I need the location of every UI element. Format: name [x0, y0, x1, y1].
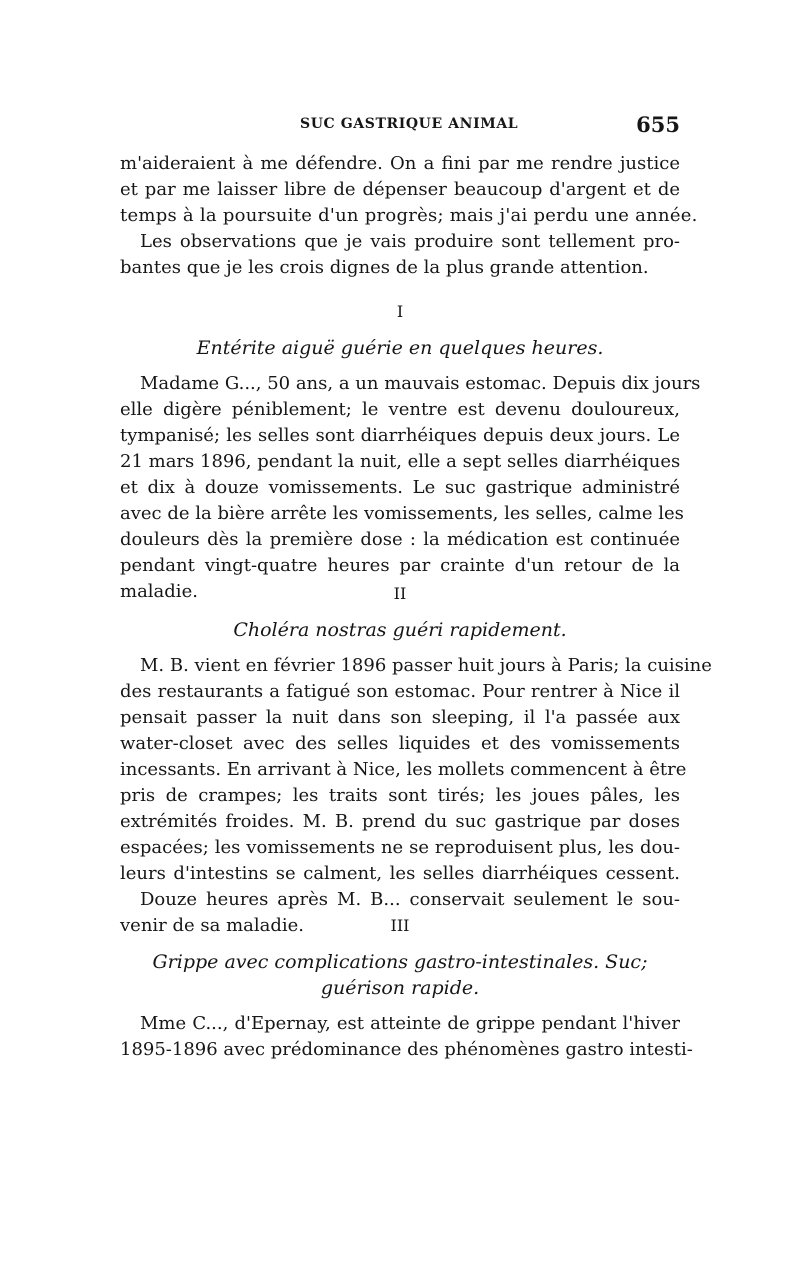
body-line: pris de crampes; les traits sont tirés; les joues pâles, les — [120, 785, 680, 806]
body-line: des restaurants a fatigué son estomac. Pour rentrer à Nice il — [120, 681, 680, 702]
section-title: Choléra nostras guéri rapidement. — [233, 619, 567, 641]
body-line: bantes que je les crois dignes de la plus grande attention. — [120, 257, 649, 278]
section-title: Grippe avec complications gastro-intestinales. Suc; — [152, 951, 648, 973]
body-line: 1895-1896 avec prédominance des phénomènes gastro intesti- — [120, 1039, 693, 1060]
body-line: pendant vingt-quatre heures par crainte d'un retour de la — [120, 555, 680, 576]
body-line: elle digère péniblement; le ventre est devenu douloureux, — [120, 399, 680, 420]
body-line: et dix à douze vomissements. Le suc gastrique administré — [120, 477, 680, 498]
section-number: I — [396, 302, 404, 321]
body-line: Douze heures après M. B... conservait seulement le sou- — [140, 889, 680, 910]
body-line: avec de la bière arrête les vomissements, les selles, calme les — [120, 503, 684, 524]
page-number: 655 — [636, 112, 680, 137]
body-line: maladie. — [120, 581, 198, 602]
running-title: SUC GASTRIQUE ANIMAL — [300, 116, 519, 132]
body-line: pensait passer la nuit dans son sleeping, il l'a passée aux — [120, 707, 680, 728]
body-line: leurs d'intestins se calment, les selles diarrhéiques cessent. — [120, 863, 680, 884]
section-number: II — [393, 584, 407, 603]
body-line: incessants. En arrivant à Nice, les mollets commencent à être — [120, 759, 687, 780]
body-line: temps à la poursuite d'un progrès; mais j'ai perdu une année. — [120, 205, 698, 226]
body-line: Les observations que je vais produire sont tellement pro- — [140, 231, 680, 252]
body-line: Madame G..., 50 ans, a un mauvais estomac. Depuis dix jours — [140, 373, 701, 394]
body-line: douleurs dès la première dose : la médication est continuée — [120, 529, 680, 550]
body-line: tympanisé; les selles sont diarrhéiques depuis deux jours. Le — [120, 425, 680, 446]
body-line: extrémités froides. M. B. prend du suc gastrique par doses — [120, 811, 680, 832]
section-title: guérison rapide. — [320, 977, 480, 999]
section-title: Entérite aiguë guérie en quelques heures. — [196, 337, 604, 359]
body-line: espacées; les vomissements ne se reproduisent plus, les dou- — [120, 837, 680, 858]
body-line: M. B. vient en février 1896 passer huit jours à Paris; la cuisine — [140, 655, 712, 676]
section-number: III — [390, 916, 410, 935]
body-line: venir de sa maladie. — [120, 915, 305, 936]
body-line: et par me laisser libre de dépenser beaucoup d'argent et de — [120, 179, 680, 200]
body-line: 21 mars 1896, pendant la nuit, elle a sept selles diarrhéiques — [120, 451, 681, 472]
page-header — [120, 112, 680, 142]
body-line: water-closet avec des selles liquides et des vomissements — [120, 733, 680, 754]
body-line: m'aideraient à me défendre. On a fini par me rendre justice — [120, 153, 680, 174]
body-line: Mme C..., d'Epernay, est atteinte de grippe pendant l'hiver — [140, 1013, 680, 1034]
